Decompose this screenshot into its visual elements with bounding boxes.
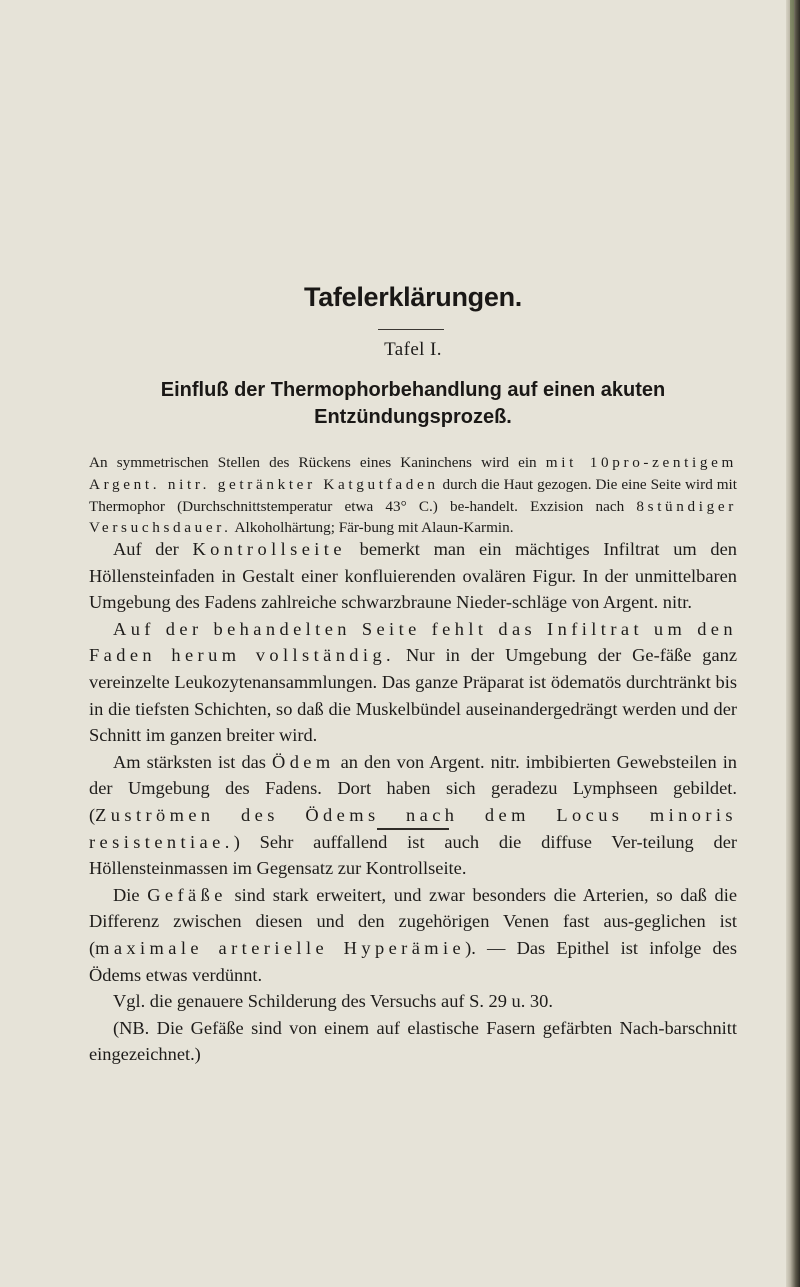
- findings-emphasis: Gefäße: [147, 884, 227, 905]
- findings-emphasis: Kontrollseite: [192, 539, 346, 559]
- plate-heading-line-2: Entzündungsprozeß.: [314, 406, 512, 428]
- method-emphasis: mit 10pro-zentigem Argent. nitr. getränkter Katgutfaden: [89, 454, 737, 493]
- findings-paragraph-reference: Vgl. die genauere Schilderung des Versuchs auf S. 29 u. 30.: [113, 991, 553, 1012]
- findings-section: [89, 536, 737, 1068]
- findings-paragraph-vessels: [89, 882, 737, 988]
- findings-emphasis: Auf der behandelten Seite fehlt das Infiltrat um den Faden herum vollständig.: [89, 618, 737, 666]
- findings-text: bemerkt man ein mächtiges Infiltrat um den Höllensteinfaden in Gestalt einer konfluierenden ovalären Figur. In der unmittelbaren Umgebung des Fadens zahlreiche schwarzbraune Nieder-schläge von Argent. nitr.: [89, 539, 737, 613]
- findings-text: ) Sehr auffallend ist auch die diffuse Ver-teilung der Höllensteinmassen im Gegensatz zur Kontrollseite.: [89, 831, 737, 879]
- findings-paragraph-treated-side: [89, 616, 737, 749]
- page-edge-shadow: [786, 0, 800, 1287]
- closing-rule: [377, 828, 449, 830]
- plate-label: Tafel I.: [384, 339, 442, 360]
- divider-rule: [378, 329, 444, 330]
- plate-heading-line-1: Einfluß der Thermophorbehandlung auf einen akuten: [160, 379, 666, 401]
- findings-text: ). — Das Epithel ist infolge des Ödems etwas verdünnt.: [89, 937, 737, 985]
- method-text: Alkoholhärtung; Fär-bung mit Alaun-Karmin.: [231, 519, 514, 537]
- findings-emphasis: Ödem: [272, 751, 335, 772]
- method-emphasis: 8stündiger Versuchsdauer.: [89, 497, 737, 537]
- plates-title: Tafelerklärungen.: [304, 282, 522, 312]
- method-text: An symmetrischen Stellen des Rückens eines Kaninchens wird ein: [89, 454, 546, 471]
- findings-text: Auf der: [113, 539, 193, 559]
- findings-paragraph-edema: [89, 749, 737, 882]
- findings-text: sind stark erweitert, und zwar besonders die Arterien, so daß die Differenz zwischen diesen und den zugehörigen Venen fast aus-geglichen ist (: [89, 884, 737, 958]
- findings-paragraph-note: (NB. Die Gefäße sind von einem auf elastische Fasern gefärbten Nach-barschnitt eingezeichnet.): [89, 1017, 737, 1065]
- plate-heading: [89, 377, 737, 431]
- findings-emphasis: Zuströmen des Ödems nach dem Locus minoris resistentiae.: [89, 804, 737, 852]
- findings-text: Die: [113, 884, 148, 905]
- findings-text: an den von Argent. nitr. imbibierten Gewebsteilen in der Umgebung des Fadens. Dort haben sich geradezu Lymphseen gebildet. (: [89, 751, 737, 825]
- findings-text: Nur in der Umgebung der Ge-fäße ganz vereinzelte Leukozytenansammlungen. Das ganze Präparat ist ödematös durchtränkt bis in die tiefsten Schichten, so daß die Muskelbündel auseinandergedrängt werden und der Schnitt im ganzen breiter wird.: [89, 645, 737, 746]
- findings-emphasis: maximale arterielle Hyperämie: [95, 937, 466, 958]
- findings-paragraph-control-side: [89, 536, 737, 616]
- findings-text: Am stärksten ist das: [113, 751, 272, 772]
- method-paragraph: [89, 452, 737, 539]
- page-edge-tint: [790, 0, 794, 280]
- method-text: durch die Haut gezogen. Die eine Seite wird mit Thermophor (Durchschnittstemperatur etwa 43° C.) be-handelt. Exzision nach: [89, 475, 737, 515]
